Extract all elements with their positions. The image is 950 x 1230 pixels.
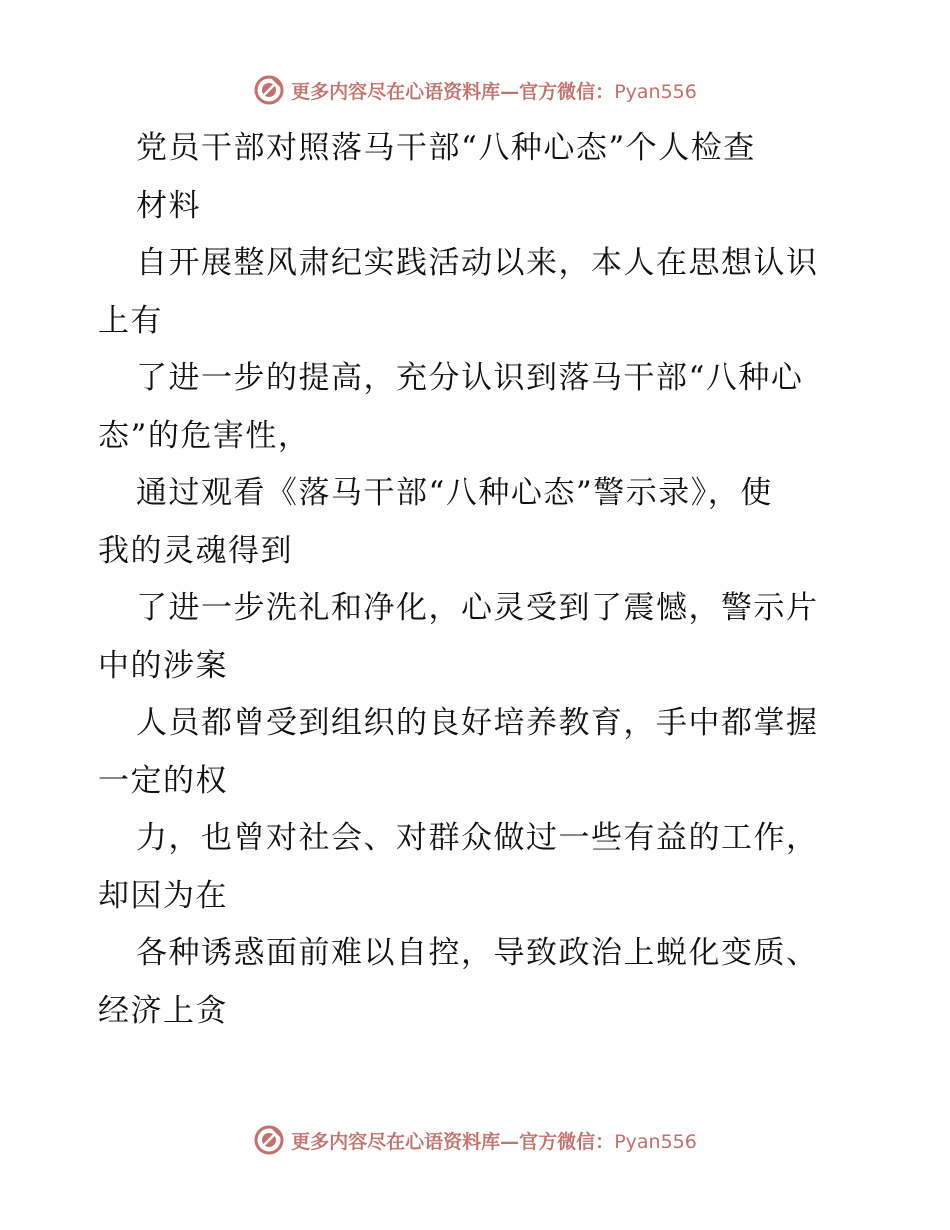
doc-text-line: 态”的危害性，	[98, 417, 311, 454]
doc-title-line-2: 材料	[136, 187, 201, 224]
document-body	[98, 120, 858, 1040]
doc-text-line: 了进一步的提高，充分认识到落马干部“八种心	[136, 360, 804, 396]
pen-logo-icon	[253, 74, 285, 106]
footer-banner-text: 更多内容尽在心语资料库	[291, 1130, 501, 1153]
doc-text-line: 力，也曾对社会、对群众做过一些有益的工作，	[136, 820, 819, 856]
doc-text-line: 人员都曾受到组织的良好培养教育，手中都掌握	[136, 705, 819, 741]
doc-text-line: 却因为在	[98, 877, 228, 914]
doc-text-line: 了进一步洗礼和净化，心灵受到了震憾，警示片	[136, 590, 819, 626]
doc-text-line: 通过观看《落马干部“八种心态”警示录》，使	[136, 475, 773, 511]
header-wechat-label: 官方微信：	[519, 80, 615, 103]
pen-logo-icon	[253, 1124, 285, 1156]
header-banner	[0, 70, 950, 110]
doc-text-line: 各种诱惑面前难以自控，导致政治上蜕化变质、	[136, 935, 819, 971]
doc-title-line-1: 党员干部对照落马干部“八种心态”个人检查	[136, 130, 756, 166]
footer-banner	[0, 1120, 950, 1160]
doc-text-line: 我的灵魂得到	[98, 532, 293, 569]
doc-text-line: 中的涉案	[98, 647, 228, 684]
header-banner-text: 更多内容尽在心语资料库	[291, 80, 501, 103]
header-wechat-id: Pyan556	[614, 80, 697, 103]
footer-wechat-id: Pyan556	[614, 1130, 697, 1153]
footer-wechat-label: 官方微信：	[519, 1130, 615, 1153]
doc-text-line: 上有	[98, 302, 163, 339]
doc-text-line: 一定的权	[98, 762, 228, 799]
doc-text-line: 经济上贪	[98, 992, 228, 1029]
doc-text-line: 自开展整风肃纪实践活动以来，本人在思想认识	[136, 245, 819, 281]
header-banner-dash: —	[500, 80, 520, 103]
footer-banner-dash: —	[500, 1130, 520, 1153]
